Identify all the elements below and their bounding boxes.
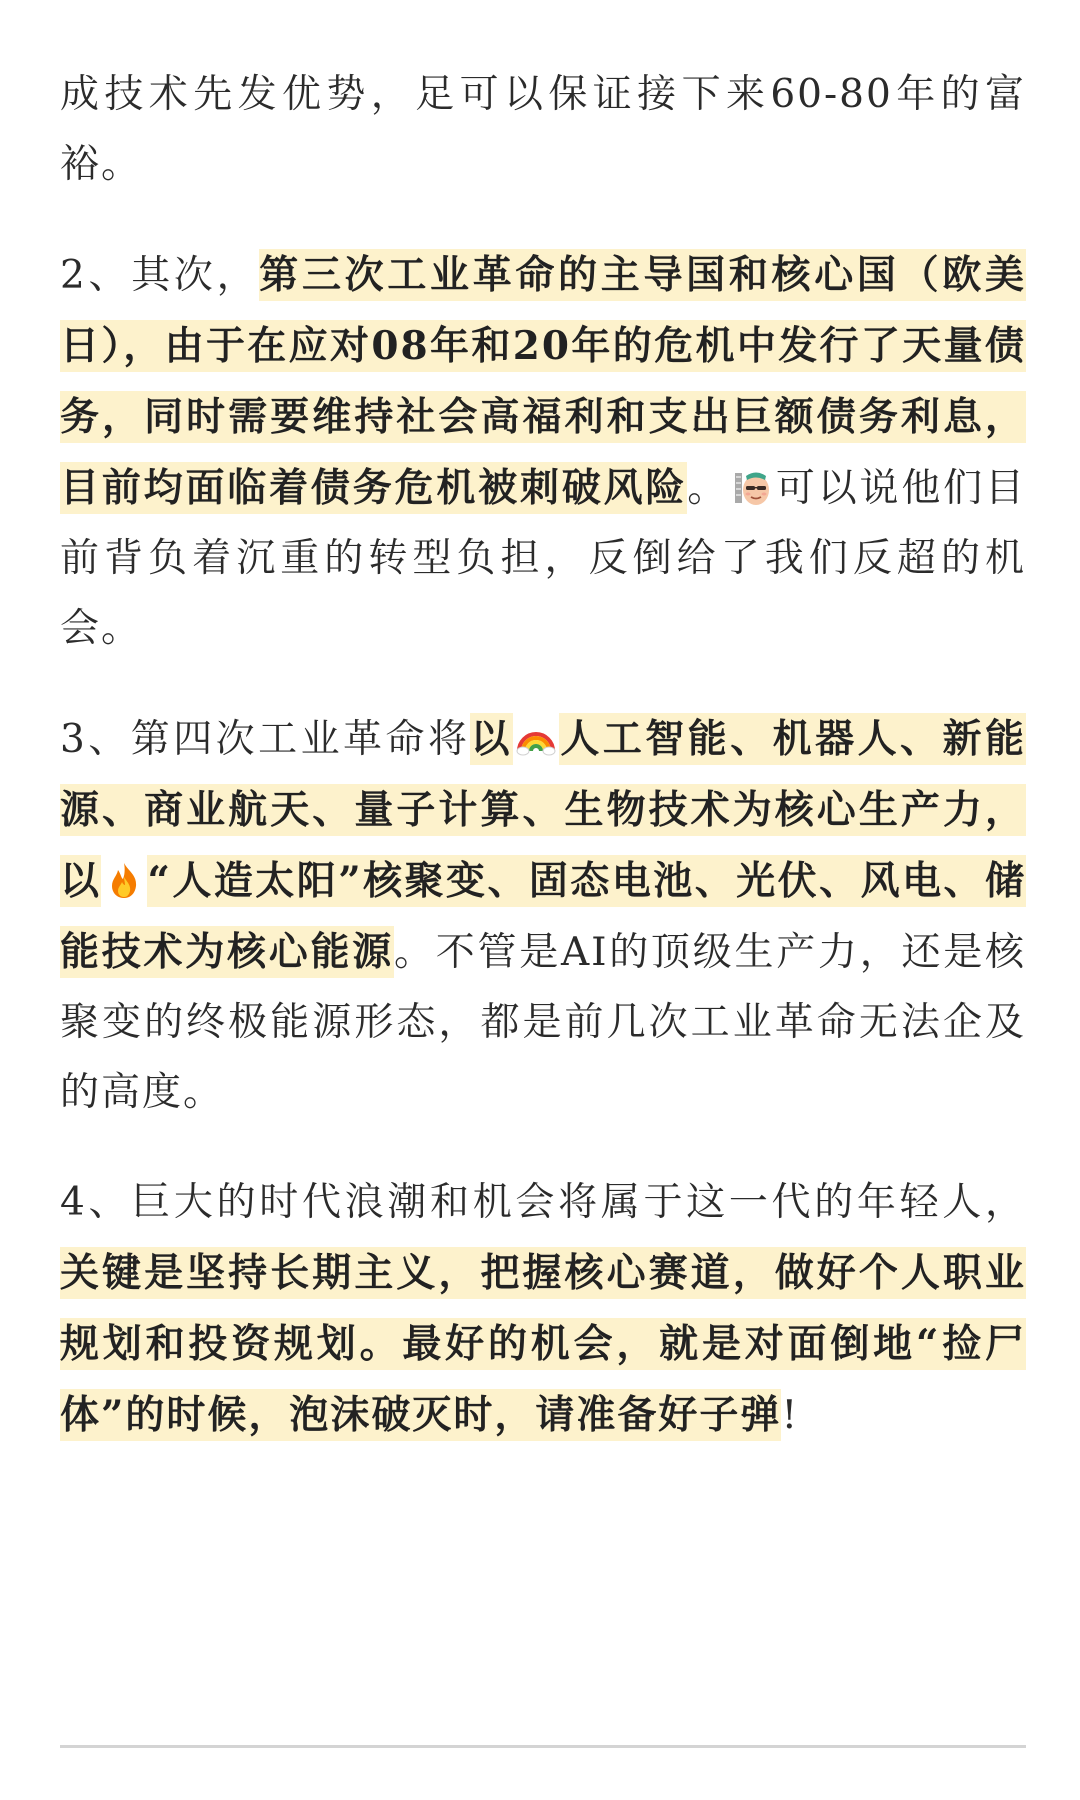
paragraph-2	[60, 240, 1026, 664]
paragraph-text: 。不管是AI的顶级生产力，还是核聚变的终极能源形态，都是前几次工业革命无法企及的高度。	[60, 930, 1026, 1115]
paragraph-1	[60, 60, 1026, 200]
highlighted-text: 关键是坚持长期主义，把握核心赛道，做好个人职业规划和投资规划。最好的机会，就是对面倒地“捡尸体”的时候，泡沫破灭时，请准备好子弹	[60, 1247, 1026, 1441]
paragraph-text: 可以说他们目前背负着沉重的转型负担，反倒给了我们反超的机会。	[60, 466, 1026, 651]
rainbow-emoji-icon	[516, 718, 556, 758]
highlighted-text: 人工智能、机器人、新能源、商业航天、量子计算、生物技术为核心生产力，以	[60, 713, 1026, 907]
paragraph-text: 。	[687, 466, 730, 511]
highlighted-text: “人造太阳”核聚变、固态电池、光伏、风电、储能技术为核心能源	[60, 855, 1026, 978]
paragraph-text: 成技术先发优势，足可以保证接下来60-80年的富裕。	[60, 72, 1026, 187]
article-body	[60, 60, 1026, 1491]
paragraph-text: 4、巨大的时代浪潮和机会将属于这一代的年轻人，	[60, 1180, 1026, 1225]
paragraph-3	[60, 704, 1026, 1128]
paragraph-text: 3、第四次工业革命将	[60, 717, 471, 762]
paragraph-text: !	[781, 1393, 800, 1438]
paragraph-4	[60, 1168, 1026, 1451]
highlighted-text: 第三次工业革命的主导国和核心国（欧美日），由于在应对08年和20年的危机中发行了天量债务，同时需要维持社会高福利和支出巨额债务利息，目前均面临着债务危机被刺破风险	[60, 249, 1026, 514]
divider	[60, 1745, 1026, 1748]
sunglasses-face-emoji-icon	[732, 467, 772, 507]
paragraph-text: 2、其次，	[60, 253, 260, 298]
fire-emoji-icon	[104, 860, 144, 900]
highlighted-text: 以	[470, 713, 512, 765]
